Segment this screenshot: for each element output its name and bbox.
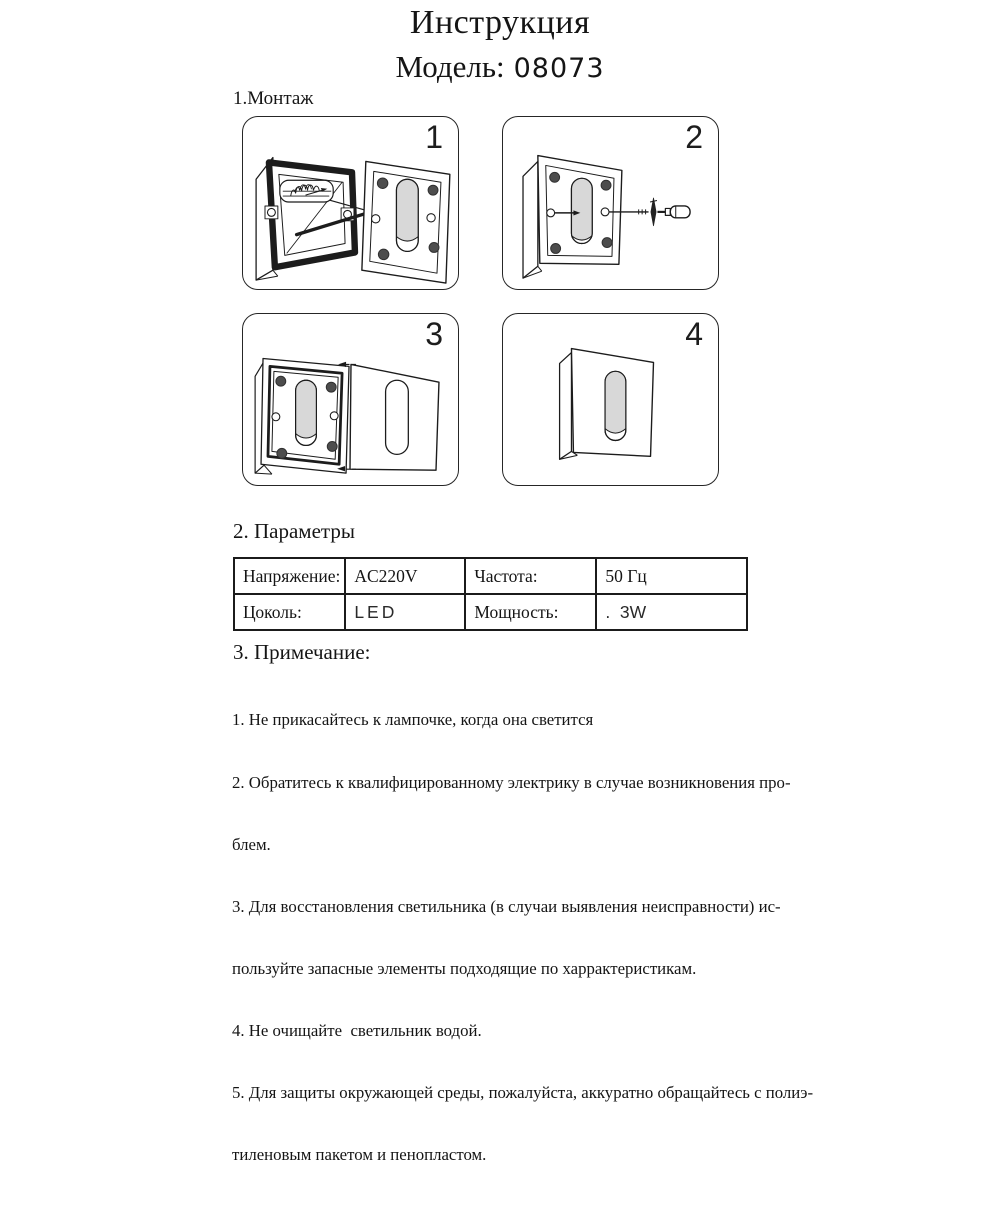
diffuser — [396, 179, 418, 251]
section-montage-heading: 1.Монтаж — [233, 88, 314, 109]
note-line: 1. Не прикасайтесь к лампочке, когда она светится — [232, 710, 594, 730]
note-line: 3. Для восстановления светильника (в случаи выявления неисправности) ис- — [232, 896, 781, 916]
notes-block — [232, 669, 872, 1207]
note-line: 5. Для защиты окружающей среды, пожалуйста, аккуратно обращайтесь с полиэ- — [232, 1083, 814, 1103]
montage-step-2-panel — [502, 116, 719, 290]
step-number: 3 — [425, 316, 443, 352]
screw-dot — [276, 376, 286, 386]
diffuser — [605, 371, 626, 440]
cover-panel — [350, 364, 439, 470]
section-notes-heading: 3. Примечание: — [233, 640, 371, 664]
diffuser — [296, 380, 317, 445]
params-table — [233, 557, 748, 631]
table-row — [234, 558, 747, 594]
screw-dot — [550, 172, 560, 182]
lamp-back-panel — [523, 156, 622, 279]
note-line: 4. Не очищайте светильник водой. — [232, 1020, 482, 1040]
mount-hole — [272, 413, 280, 421]
montage-step-1-panel — [242, 116, 459, 290]
param-value-socket: LED — [345, 594, 465, 630]
model-number: 08073 — [513, 53, 605, 84]
note-line: пользуйте запасные элементы подходящие по харрактеристикам. — [232, 958, 697, 978]
param-value-power: . 3W — [596, 594, 747, 630]
mounted-frame — [255, 358, 349, 474]
page-title: Инструкция — [409, 4, 591, 41]
mount-hole — [372, 215, 380, 223]
screw-dot — [377, 178, 387, 188]
note-line: 2. Обратитесь к квалифицированному электрику в случае возникновения про- — [232, 772, 791, 792]
param-value-voltage: AC220V — [345, 558, 465, 594]
param-label-socket: Цоколь: — [234, 594, 345, 630]
montage-step-4-panel — [502, 313, 719, 486]
param-label-voltage: Напряжение: — [234, 558, 345, 594]
step-number: 1 — [425, 119, 443, 155]
param-value-frequency: 50 Гц — [596, 558, 747, 594]
step-number: 4 — [685, 316, 703, 352]
note-line: тиленовым пакетом и пенопластом. — [232, 1145, 487, 1165]
param-label-power: Мощность: — [465, 594, 596, 630]
model-line — [0, 49, 1000, 85]
section-params-heading: 2. Параметры — [233, 519, 355, 543]
table-row — [234, 594, 747, 630]
model-label: Модель: — [395, 49, 505, 84]
step-number: 2 — [685, 119, 703, 155]
montage-step-3-panel — [242, 313, 459, 486]
param-label-frequency: Частота: — [465, 558, 596, 594]
mounted-light — [560, 349, 654, 460]
lamp-back-panel — [362, 161, 450, 283]
note-line: блем. — [232, 834, 271, 854]
cover-opening — [386, 380, 409, 454]
mount-hole — [547, 209, 555, 217]
wall-anchor — [651, 198, 656, 226]
